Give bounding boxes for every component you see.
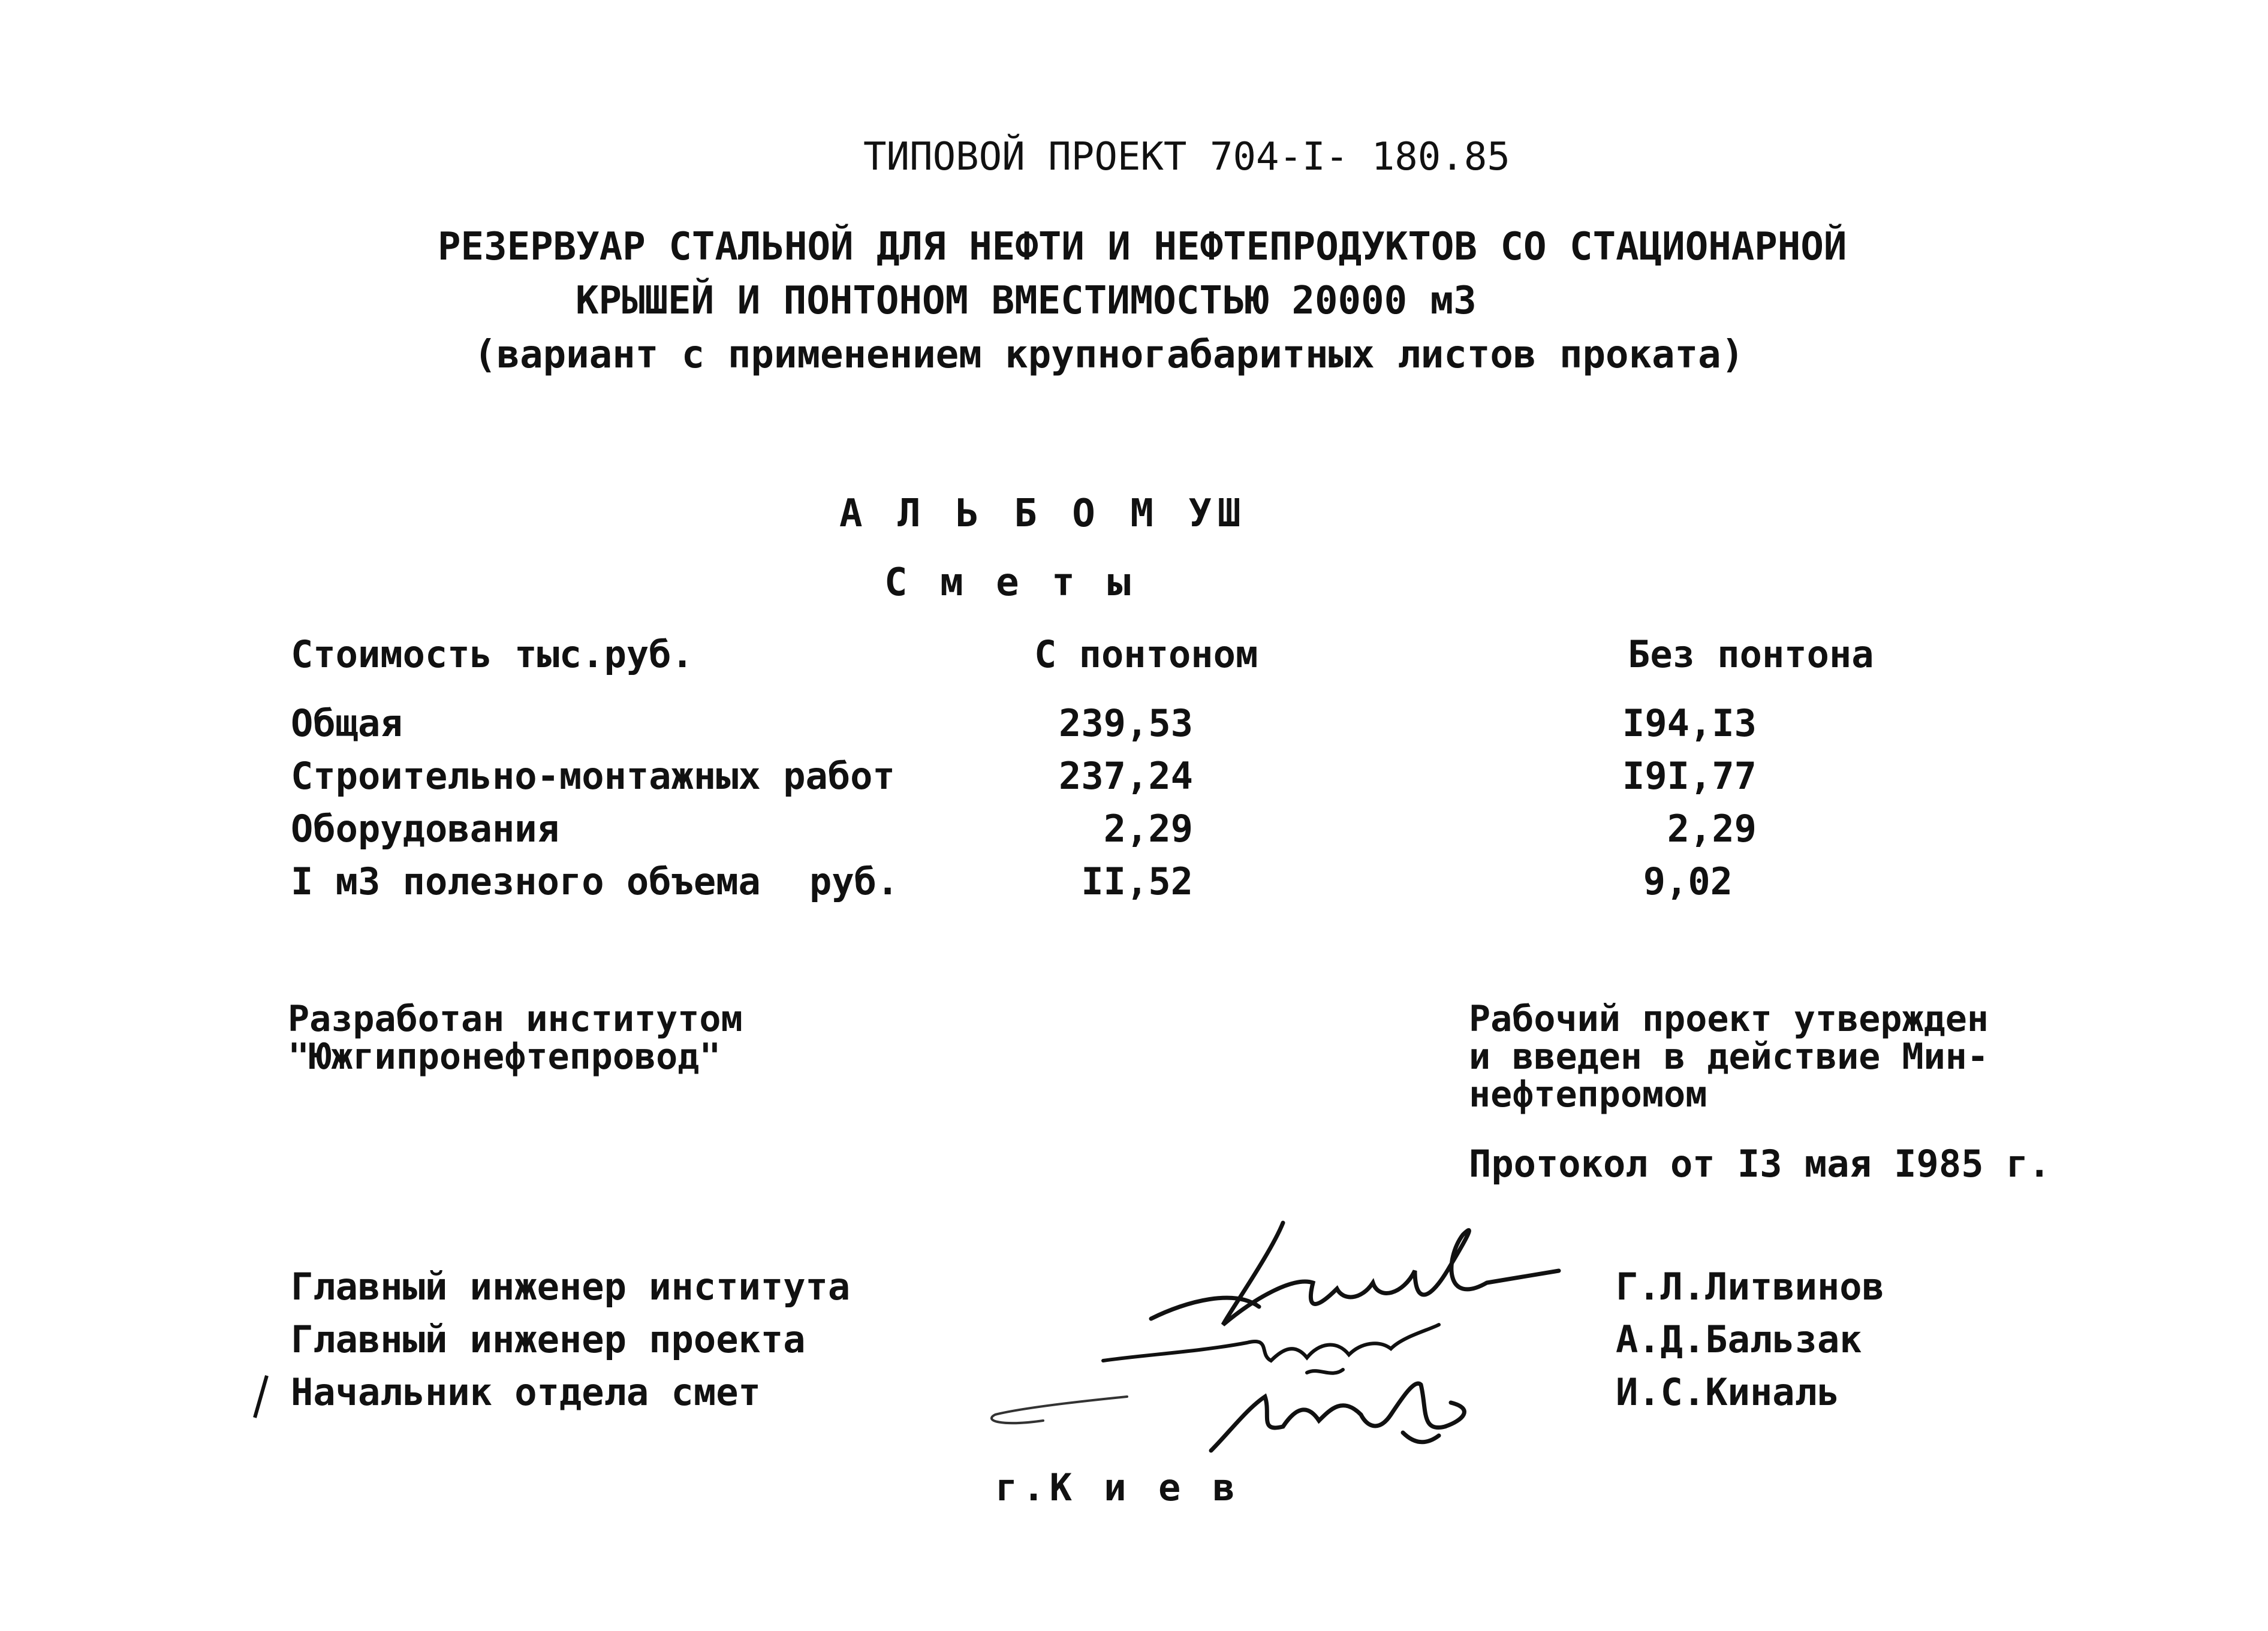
approval-protocol: Протокол от I3 мая I985 г. (1469, 1142, 2051, 1186)
cost-header-label: Стоимость тыс.руб. (291, 632, 694, 676)
cost-header-with-pontoon: С понтоном (1034, 632, 1258, 676)
row-value-with-pontoon: II,52 (1081, 860, 1193, 903)
row-value-with-pontoon: 2,29 (1103, 807, 1193, 851)
title-line-1: РЕЗЕРВУАР СТАЛЬНОЙ ДЛЯ НЕФТИ И НЕФТЕПРОДУКТОВ СО СТАЦИОНАРНОЙ (438, 225, 1847, 269)
signatory-position: Главный инженер института (291, 1265, 851, 1309)
title-line-3: (вариант с применением крупногабаритных листов проката) (474, 333, 1745, 377)
project-number: ТИПОВОЙ ПРОЕКТ 704-I- 180.85 (863, 135, 1510, 179)
signatory-position: Главный инженер проекта (291, 1318, 806, 1361)
approval-line-2: и введен в действие Мин- (1469, 1036, 1989, 1078)
signatory-position: Начальник отдела смет (291, 1370, 761, 1414)
row-unit: руб. (809, 860, 899, 903)
row-label: I м3 полезного объема (291, 860, 761, 903)
cost-header-without-pontoon: Без понтона (1628, 632, 1874, 676)
row-value-without-pontoon: I94,I3 (1622, 701, 1757, 745)
approval-line-1: Рабочий проект утвержден (1469, 998, 1989, 1040)
row-value-without-pontoon: 9,02 (1643, 860, 1733, 903)
row-label: Общая (291, 701, 403, 745)
handwritten-signatures (947, 1199, 1607, 1487)
album-label: А Л Ь Б О М УШ (839, 492, 1247, 536)
row-value-with-pontoon: 237,24 (1059, 754, 1193, 798)
margin-mark (249, 1373, 273, 1421)
row-value-without-pontoon: 2,29 (1667, 807, 1757, 851)
album-subtitle: С м е т ы (884, 560, 1135, 605)
row-label: Оборудования (291, 807, 559, 851)
title-line-2: КРЫШЕЙ И ПОНТОНОМ ВМЕСТИМОСТЬЮ 20000 м3 (576, 279, 1477, 323)
developer-line-1: Разработан институтом (288, 998, 743, 1040)
footer-city: г.К и е в (995, 1466, 1240, 1509)
signatory-name: Г.Л.Литвинов (1616, 1265, 1884, 1309)
row-value-without-pontoon: I9I,77 (1622, 754, 1757, 798)
row-value-with-pontoon: 239,53 (1059, 701, 1193, 745)
developer-line-2: "Южгипронефтепровод" (288, 1036, 721, 1078)
signatory-name: И.С.Киналь (1616, 1370, 1840, 1414)
approval-line-3: нефтепромом (1469, 1074, 1707, 1116)
row-label: Строительно-монтажных работ (291, 754, 895, 798)
signatory-name: А.Д.Бальзак (1616, 1318, 1862, 1361)
